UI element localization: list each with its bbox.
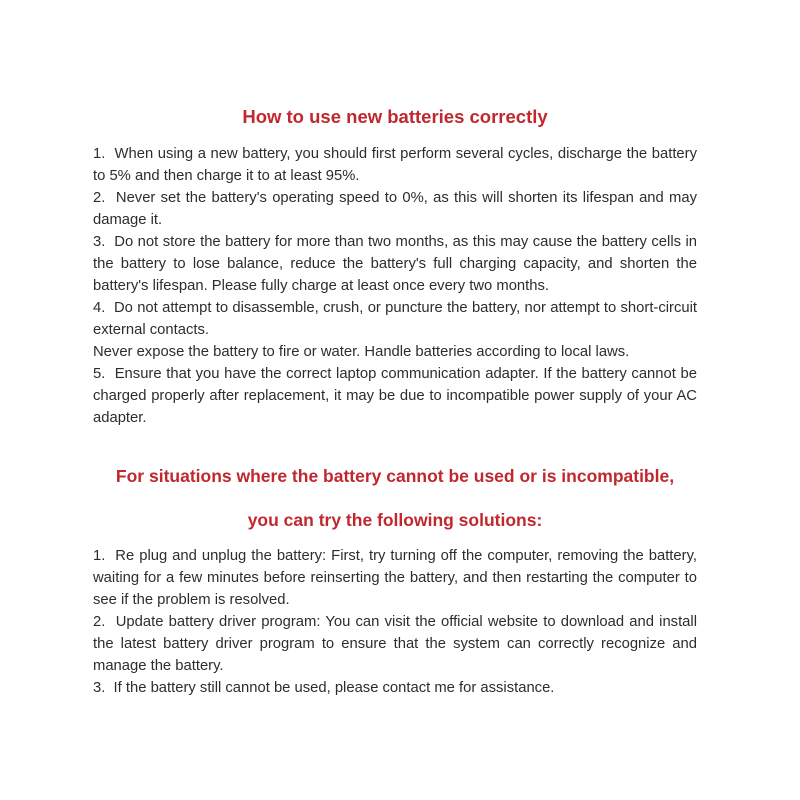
solution-item-2: 2. Update battery driver program: You can visit the official website to download and install the latest battery driver program to ensure that the system can correctly recognize and manage the battery.	[93, 614, 697, 674]
usage-instruction-item-1: 1. When using a new battery, you should first perform several cycles, discharge the battery to 5% and then charge it to at least 95%.	[93, 146, 697, 184]
solution-item-3: 3. If the battery still cannot be used, please contact me for assistance.	[93, 680, 555, 696]
troubleshooting-heading-line1: For situations where the battery cannot be used or is incompatible,	[115, 466, 675, 486]
troubleshooting-heading-line2: you can try the following solutions:	[247, 510, 543, 530]
usage-instruction-item-3: 3. Do not store the battery for more than two months, as this may cause the battery cells in the battery to lose balance, reduce the battery's full charging capacity, and shorten the battery's lifespan. Please fully charge at least once every two months.	[93, 234, 697, 294]
solutions-list	[93, 545, 697, 699]
usage-section-heading: How to use new batteries correctly	[242, 106, 548, 127]
solution-item-1: 1. Re plug and unplug the battery: First, try turning off the computer, removing the battery, waiting for a few minutes before reinserting the battery, and then restarting the computer to see if the problem is resolved.	[93, 548, 697, 608]
usage-instruction-item-2: 2. Never set the battery's operating speed to 0%, as this will shorten its lifespan and may damage it.	[93, 190, 697, 228]
usage-instruction-note: Never expose the battery to fire or water. Handle batteries according to local laws.	[93, 344, 630, 360]
content-area	[93, 106, 697, 699]
usage-instruction-item-5: 5. Ensure that you have the correct laptop communication adapter. If the battery cannot be charged properly after replacement, it may be due to incompatible power supply of your AC adapter.	[93, 366, 697, 426]
usage-instruction-item-4: 4. Do not attempt to disassemble, crush, or puncture the battery, nor attempt to short-circuit external contacts.	[93, 300, 697, 338]
usage-instructions-list	[93, 143, 697, 429]
